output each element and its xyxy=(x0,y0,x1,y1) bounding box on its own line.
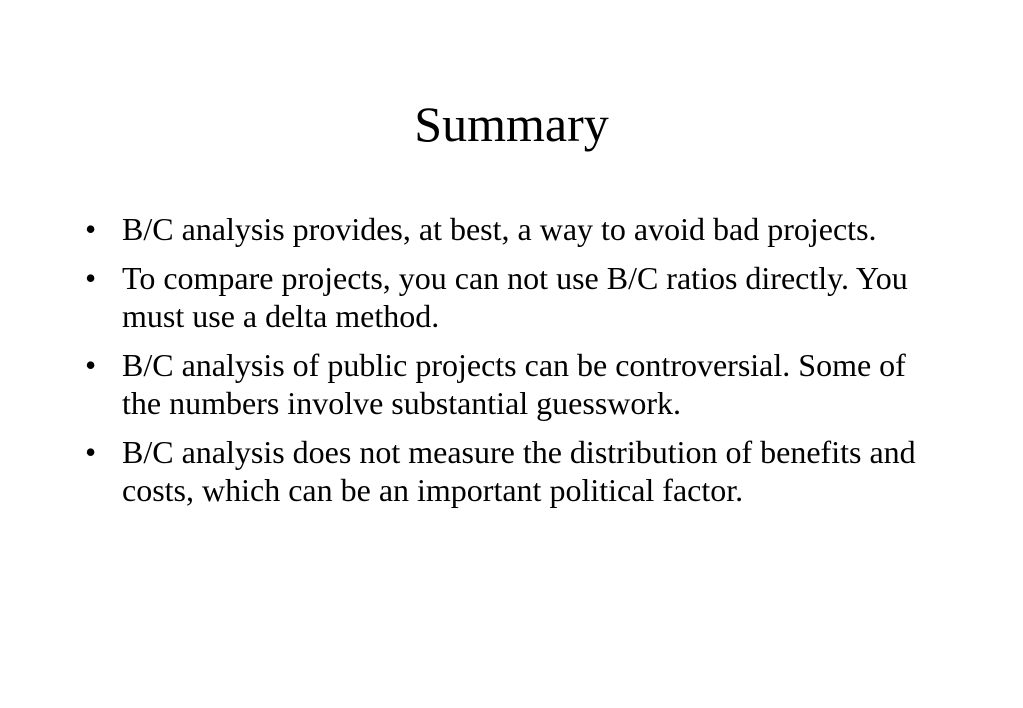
bullet-item xyxy=(85,210,945,248)
bullet-text: B/C analysis provides, at best, a way to avoid bad projects. xyxy=(122,211,877,247)
bullet-text: B/C analysis of public projects can be controversial. Some of the numbers involve substantial guesswork. xyxy=(122,347,906,421)
bullet-icon: • xyxy=(85,434,97,470)
bullet-item xyxy=(85,346,945,422)
bullet-item xyxy=(85,259,945,335)
bullet-text: B/C analysis does not measure the distribution of benefits and costs, which can be an important political factor. xyxy=(122,434,916,508)
bullet-list xyxy=(85,210,945,520)
bullet-text: To compare projects, you can not use B/C ratios directly. You must use a delta method. xyxy=(122,260,908,334)
slide-title: Summary xyxy=(414,96,609,152)
bullet-item xyxy=(85,433,945,509)
bullet-icon: • xyxy=(85,211,97,247)
bullet-icon: • xyxy=(85,260,97,296)
bullet-icon: • xyxy=(85,347,97,383)
